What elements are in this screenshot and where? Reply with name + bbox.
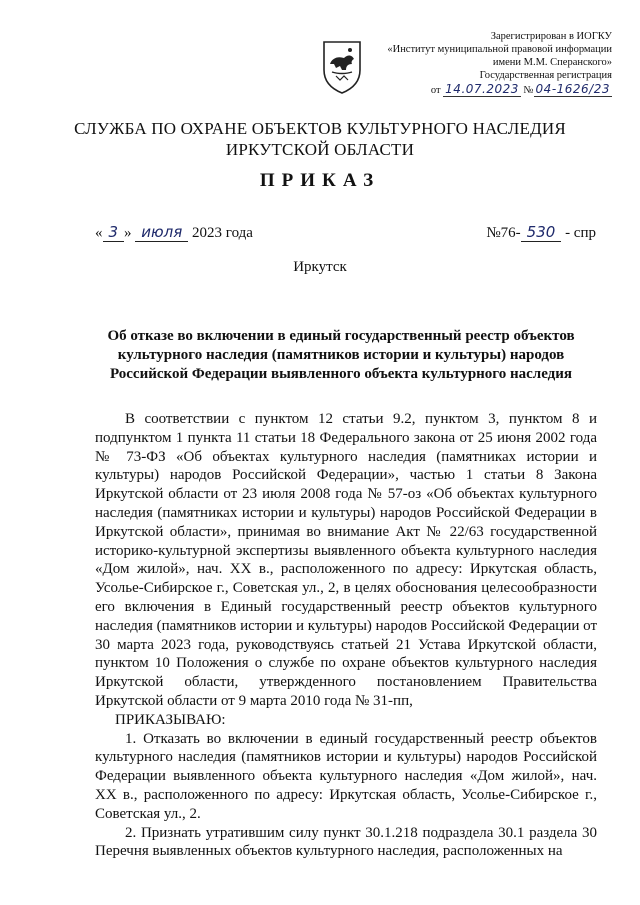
order-number-handwritten: 530 bbox=[521, 223, 562, 242]
stamp-line: Государственная регистрация bbox=[479, 70, 612, 81]
order-day-handwritten: 3 bbox=[103, 223, 125, 242]
order-month-handwritten: июля bbox=[135, 223, 188, 242]
order-body bbox=[95, 410, 597, 861]
stamp-registration-line bbox=[372, 83, 612, 97]
stamp-date-handwritten: 14.07.2023 bbox=[445, 82, 519, 96]
quote-open: « bbox=[95, 225, 103, 241]
order-number-suffix: - спр bbox=[565, 225, 596, 241]
order-date bbox=[95, 223, 253, 242]
coat-of-arms-emblem bbox=[318, 38, 366, 96]
registration-stamp bbox=[372, 30, 612, 97]
order-verb: ПРИКАЗЫВАЮ: bbox=[115, 711, 226, 728]
stamp-date-prefix: от bbox=[430, 85, 441, 96]
organization-name bbox=[0, 118, 640, 160]
order-number bbox=[486, 223, 596, 242]
stamp-line: имени М.М. Сперанского» bbox=[492, 57, 612, 68]
org-line: ИРКУТСКОЙ ОБЛАСТИ bbox=[225, 140, 415, 159]
order-number-prefix: №76- bbox=[486, 225, 521, 241]
stamp-number-prefix: № bbox=[523, 85, 534, 96]
order-year: 2023 года bbox=[192, 225, 253, 241]
body-paragraph: В соответствии с пунктом 12 статьи 9.2, пунктом 3, пунктом 8 и подпунктом 1 пункта 11 статьи 18 Федерального закона от 25 июня 2002 года № 73-ФЗ «Об объектах культурного наследия (памятниках истории и культуры) народов Российской Федерации», частью 1 статьи 8 Закона Иркутской области от 23 июля 2008 года № 57-оз «Об объектах культурного наследия (памятниках истории и культуры) народов Российской Федерации в Иркутской области», принимая во внимание Акт № 22/63 государственной историко-культурной экспертизы выявленного объекта культурного наследия «Дом жилой», нач. XX в., расположенного по адресу: Иркутская область, Усолье-Сибирское г., Советская ул., 2, в целях обоснования целесообразности его включения в Единый государственный реестр объектов культурного наследия (памятников истории и культуры) народов Российской Федерации от 30 марта 2023 года, руководствуясь статьей 21 Устава Иркутской области, пунктом 10 Положения о службе по охране объектов культурного наследия Иркутской области, утвержденного постановлением Правительства Иркутской области от 9 марта 2010 года № 31-пп, bbox=[95, 411, 597, 709]
document-type-title: ПРИКАЗ bbox=[259, 170, 381, 191]
body-paragraph: 2. Признать утратившим силу пункт 30.1.218 подраздела 30.1 раздела 30 Перечня выявленных объектов культурного наследия, расположенных на bbox=[95, 824, 597, 860]
city-name: Иркутск bbox=[293, 259, 347, 275]
quote-close: » bbox=[124, 225, 132, 241]
body-paragraph: 1. Отказать во включении в единый государственный реестр объектов культурного наследия (памятников истории и культуры) народов Российской Федерации выявленного объекта культурного наследия «Дом жилой», нач. XX в., расположенного по адресу: Иркутская область, Усолье-Сибирское г., Советская ул., 2. bbox=[95, 730, 597, 822]
org-line: СЛУЖБА ПО ОХРАНЕ ОБЪЕКТОВ КУЛЬТУРНОГО НАСЛЕДИЯ bbox=[74, 119, 566, 138]
stamp-line: «Институт муниципальной правовой информации bbox=[387, 44, 612, 55]
order-subject-heading: Об отказе во включении в единый государственный реестр объектов культурного наследия (памятников истории и культуры) народов Российской Федерации выявленного объекта культурного наследия bbox=[107, 328, 575, 382]
stamp-line: Зарегистрирован в ИОГКУ bbox=[490, 31, 612, 42]
stamp-number-handwritten: 04-1626/23 bbox=[535, 82, 610, 96]
